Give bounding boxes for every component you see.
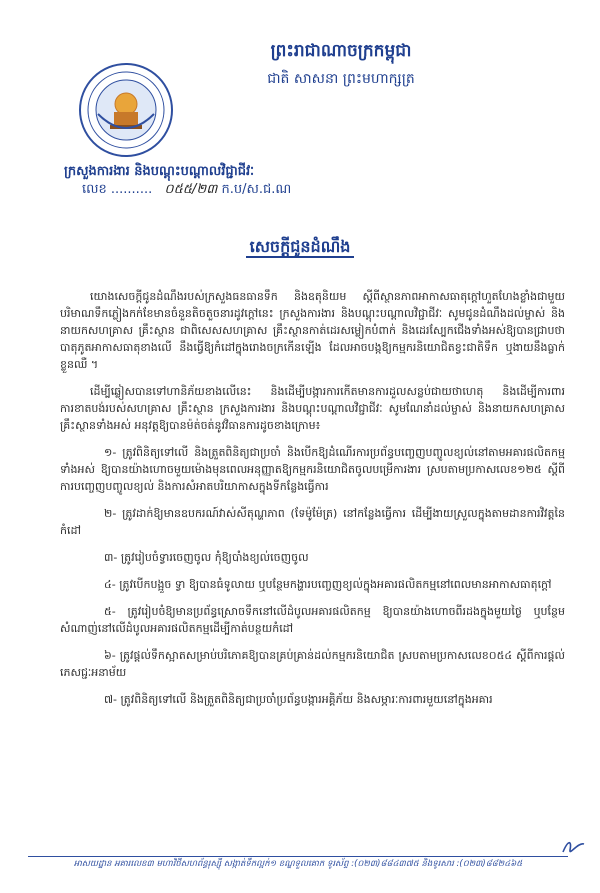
list-item: ២- ត្រូវដាក់ឱ្យមានឧបករណ៍វាស់សីតុណ្ហភាព (ទែម៉ូម៉ែត្រ) នៅកន្លែងធ្វើការ ដើម្បីងាយស្រួលក្នុងតាមដានការវិវត្តនៃកំដៅ (60, 507, 565, 537)
reference-line (82, 181, 291, 199)
kingdom-header (226, 40, 456, 90)
paragraph-guidance: ដើម្បីឆ្លៀសបានទៅហានិភ័យខាងលើនេះ និងដើម្បីបង្ការការកើតមានការដួលសន្លប់ជាយថាហេតុ និងដើម្បីការពារការខាតបង់របស់សហគ្រាស គ្រឹះស្ថាន ក្រសួងការងារ និងបណ្តុះបណ្តាលវិជ្ជាជីវៈ សូមណែនាំដល់ម្ចាស់ និងនាយកសហគ្រាស គ្រឹះស្ថានទាំងអស់ អនុវត្តឱ្យបានម៉ត់ចត់នូវវិធានការដូចខាងក្រោម៖ (60, 385, 565, 432)
kingdom-motto: ជាតិ សាសនា ព្រះមហាក្សត្រ (267, 71, 415, 87)
document-title (0, 236, 600, 260)
document-title-text: សេចក្តីជូនដំណឹង (246, 237, 355, 258)
list-item: ៦- ត្រូវផ្តល់ទឹកស្អាតសម្រាប់បរិភោគឱ្យបានគ្រប់គ្រាន់ដល់កម្មករនិយោជិត ស្របតាមប្រកាសលេខ០៥៤ ស្តីពីការផ្តល់ភេសជ្ជៈអនាម័យ (60, 649, 565, 679)
reference-label: លេខ .......... (82, 182, 153, 197)
paragraph-intro: យោងសេចក្តីជូនដំណឹងរបស់ក្រសួងធនធានទឹក និងឧតុនិយម ស្តីពីស្ថានភាពអាកាសធាតុក្តៅហួតហែងខ្លាំងជាមួយបរិមាណទឹកភ្លៀងកក់ខែមានចំនួនតិចតួចនារដូវក្តៅនេះ ក្រសួងការងារ និងបណ្តុះបណ្តាលវិជ្ជាជីវៈ សូមជូនដំណឹងដល់ម្ចាស់ និងនាយកសហគ្រាស គ្រឹះស្ថាន ជាពិសេសសហគ្រាស គ្រឹះស្ថានកាត់ដេរសម្លៀកបំពាក់ និងដេរស្បែកជើងទាំងអស់ឱ្យបានជ្រាបថា បាតុភូតអាកាសធាតុខាងលើ នឹងធ្វើឱ្យកំដៅក្នុងរោងចក្រកើនឡើង ដែលអាចបង្កឱ្យកម្មករនិយោជិតខ្វះជាតិទឹក ឬងាយនឹងធ្លាក់ខ្លួនឈឺ ។ (60, 290, 565, 371)
document-body (60, 288, 565, 718)
kingdom-title: ព្រះរាជាណាចក្រកម្ពុជា (270, 41, 412, 61)
list-item: ១- ត្រូវពិនិត្យទៅលើ និងត្រួតពិនិត្យជាប្រចាំ និងបើកឱ្យដំណើរការប្រព័ន្ធបញ្ចេញបញ្ចូលខ្យល់នៅតាមអគារផលិតកម្មទាំងអស់ ឱ្យបានយ៉ាងហោចមួយម៉ោងមុនពេលអនុញ្ញាតឱ្យកម្មករនិយោជិតចូលបម្រើការងារ ស្របតាមប្រកាសលេខ១២៥ ស្តីពីការបញ្ចេញបញ្ចូលខ្យល់ និងការសំអាតបរិយាកាសក្នុងទីកន្លែងធ្វើការ (60, 446, 565, 493)
footer-address: អាសយដ្ឋាន អគារលេខ៣ មហាវិថីសហព័ន្ធរុស្ស៊ី សង្កាត់ទឹកល្អក់១ ខណ្ឌទួលគោក ទូរស័ព្ទ :(០២៣)៨៨៤៣៧៥ និងទូរសារ :(០២៣)៨៨២៤៦៥ (73, 859, 523, 869)
list-item: ៧- ត្រូវពិនិត្យទៅលើ និងត្រួតពិនិត្យជាប្រចាំប្រព័ន្ធបង្ការអគ្គិភ័យ និងសម្ភារៈការពារមួយនៅក្នុងអគារ (104, 693, 493, 706)
list-item: ៣- ត្រូវរៀបចំទ្វារចេញចូល កុំឱ្យបាំងខ្យល់ចេញចូល (104, 551, 309, 564)
list-item: ៤- ត្រូវបើកបង្អួច ទ្វា ឱ្យបានធំទូលាយ ឬបន្ថែមកង្ហារបញ្ចេញខ្យល់ក្នុងអគារផលិតកម្មនៅពេលមានអាកាសធាតុក្តៅ (104, 578, 552, 591)
footer-divider (28, 856, 568, 857)
ministry-seal-logo (78, 62, 174, 158)
ministry-name: ក្រសួងការងារ និងបណ្តុះបណ្តាលវិជ្ជាជីវៈ (64, 164, 255, 179)
reference-number: ០៥៥/២៣ (164, 182, 218, 197)
handwritten-initials (560, 836, 588, 858)
list-item: ៥- ត្រូវរៀបចំឱ្យមានប្រព័ន្ធស្រោចទឹកនៅលើដំបូលអគារផលិតកម្ម ឱ្យបានយ៉ាងហោចពីរដងក្នុងមួយថ្ងៃ ឬបន្ថែមសំណាញ់នៅលើដំបូលអគារផលិតកម្មដើម្បីកាត់បន្ថយកំដៅ (60, 605, 565, 635)
reference-suffix: ក.ប/ស.ជ.ណ (221, 182, 292, 197)
